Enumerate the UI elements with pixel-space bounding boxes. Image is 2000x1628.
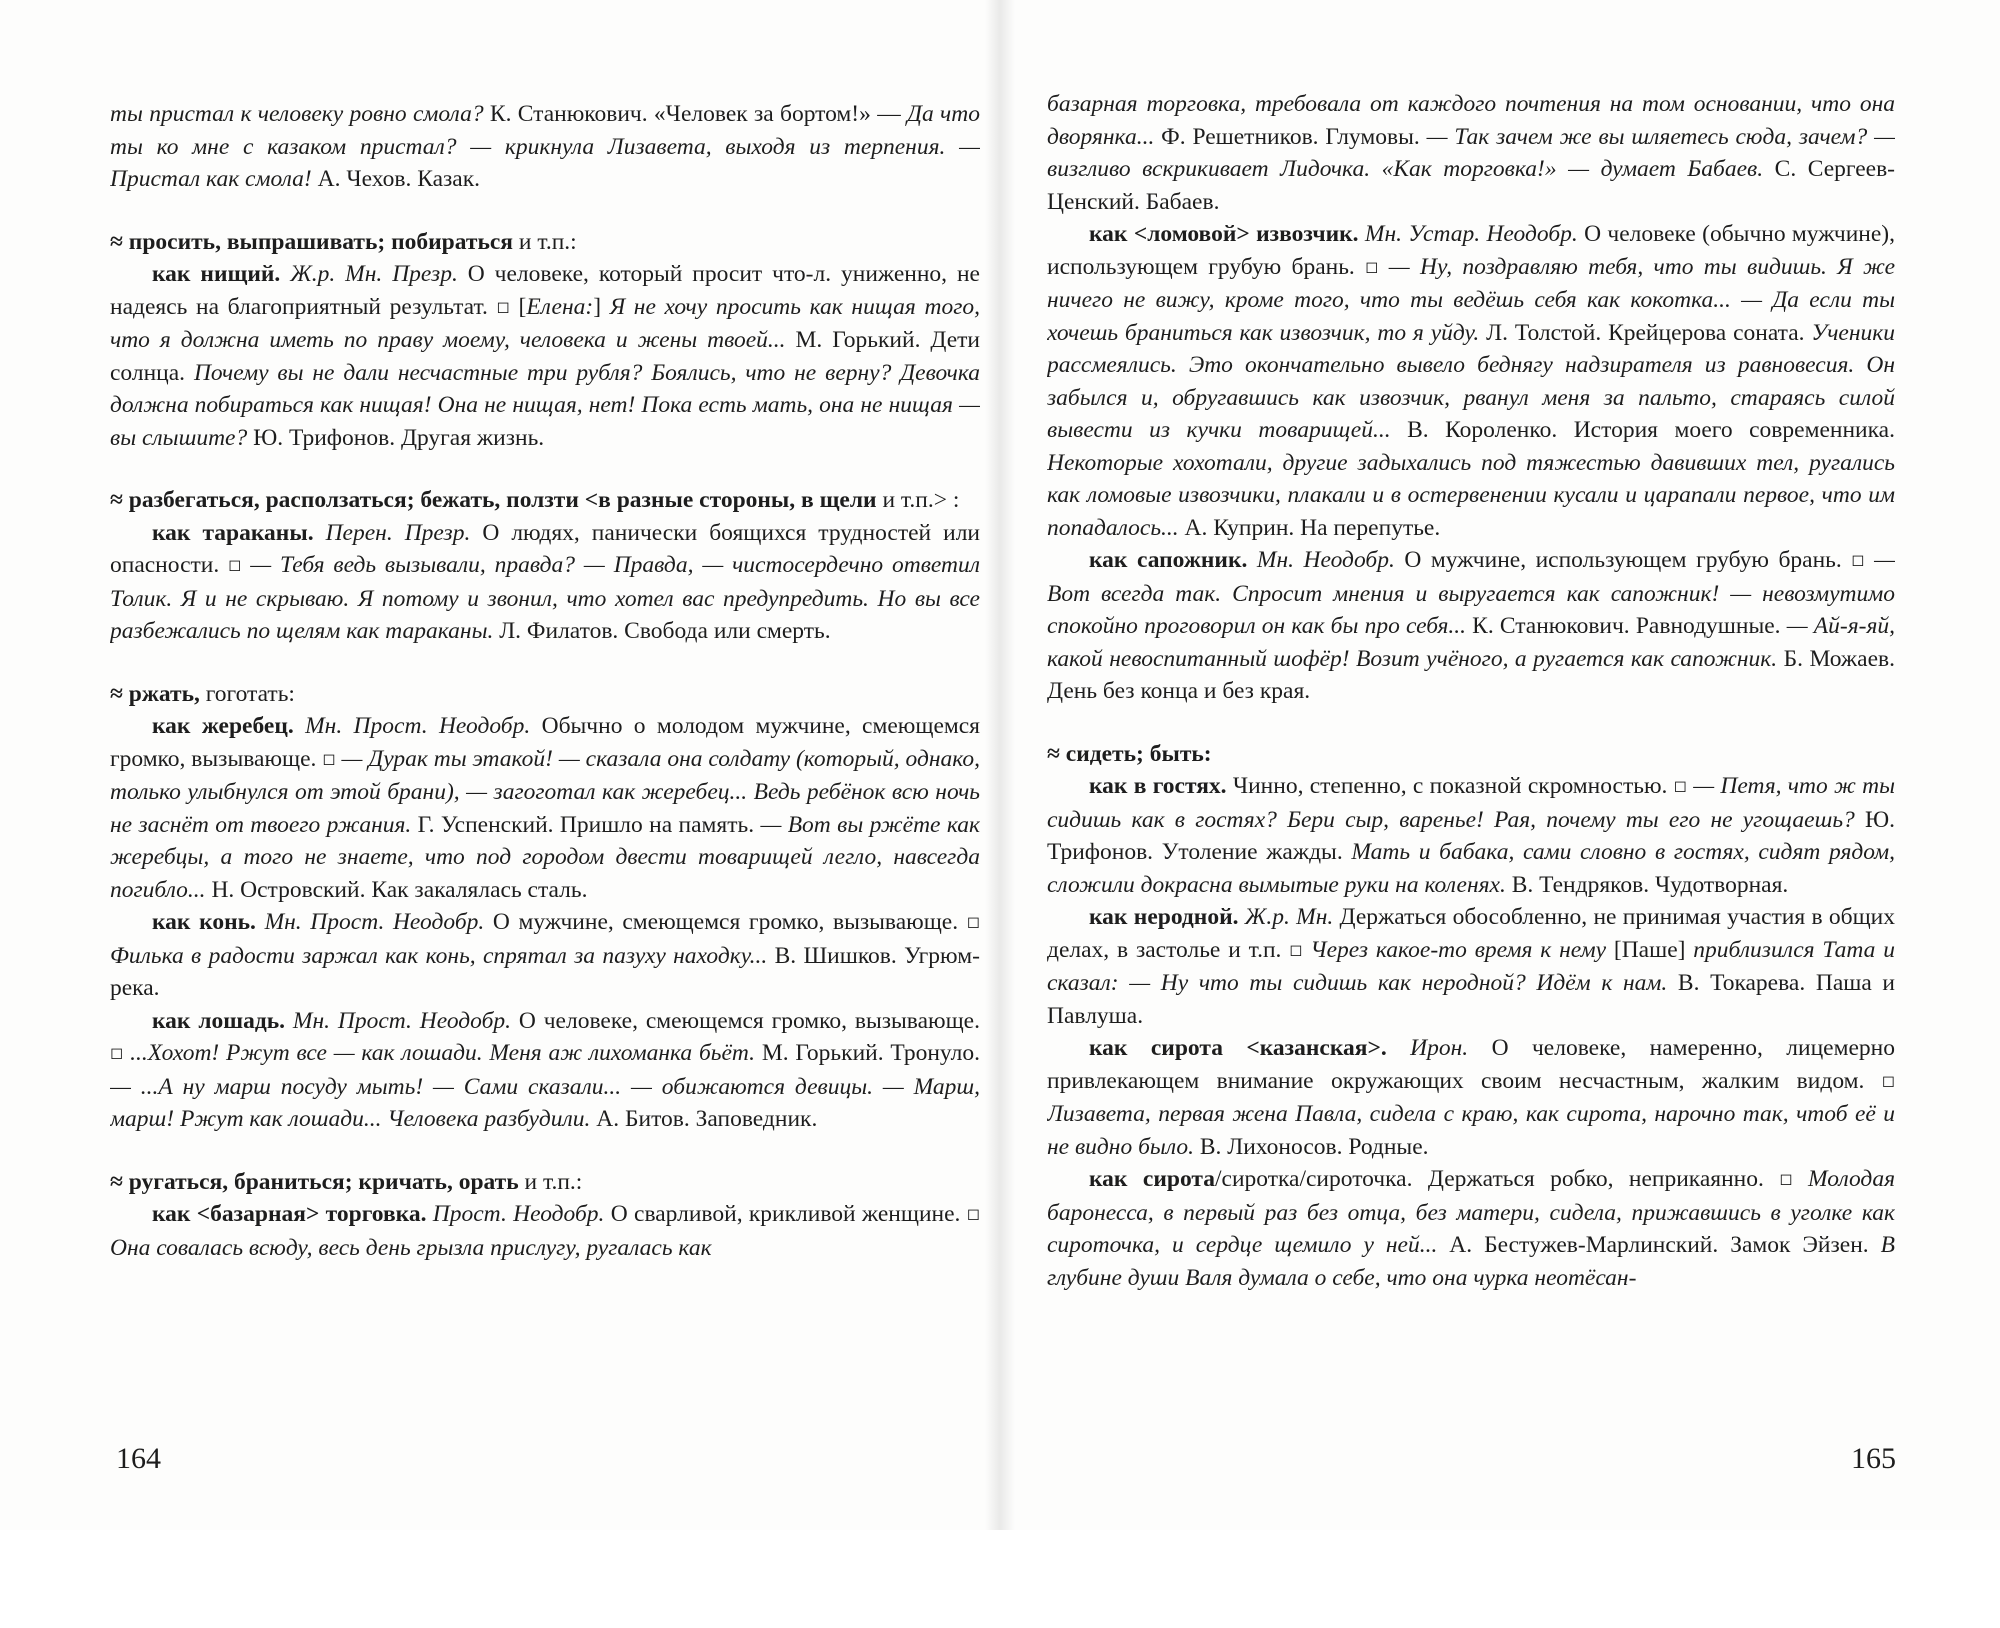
dictionary-entry: как сапожник. Мн. Неодобр. О мужчине, использующем грубую брань. ◻ — Вот всегда так. Спросит мнения и выругается как сапожник! — невозмутимо спокойно проговорил он как бы про себя... К. Станюкович. Равнодушные. — Ай-я-яй, какой невоспитанный шофёр! Возит учёного, а ругается как сапожник. Б. Можаев. День без конца и без края. [1047,547,1895,704]
dictionary-entry: как <базарная> торговка. Прост. Неодобр. О сварливой, крикливой женщине. ◻ Она совалась всюду, весь день грызла прислугу, ругалась как [110,1201,980,1261]
section-heading: ≈ просить, выпрашивать; побираться и т.п.: [110,228,577,255]
dictionary-entry: как неродной. Ж.р. Мн. Держаться обособленно, не принимая участия в общих делах, в застолье и т.п. ◻ Через какое-то время к нему [Паше] приблизился Тата и сказал: — Ну что ты сидишь как неродной? Идём к нам. В. Токарева. Паша и Павлуша. [1047,904,1895,1029]
dictionary-entry: как в гостях. Чинно, степенно, с показной скромностью. ◻ — Петя, что ж ты сидишь как в гостях? Бери сыр, варенье! Рая, почему ты его не угощаешь? Ю. Трифонов. Утоление жажды. Мать и бабака, сами словно в гостях, сидят рядом, сложили докрасна вымытые руки на коленях. В. Тендряков. Чудотворная. [1047,773,1895,898]
example-marker-icon: ◻ [966,914,980,931]
dictionary-entry: как сирота <казанская>. Ирон. О человеке, намеренно, лицемерно привлекающем внимание окружающих своим несчастным, жалким видом. ◻ Лизавета, первая жена Павла, сидела с краю, как сирота, нарочно так, чтоб её и не видно было. В. Лихоносов. Родные. [1047,1035,1895,1160]
dictionary-entry: как тараканы. Перен. Презр. О людях, панически боящихся трудностей или опасности. ◻ — Тебя ведь вызывали, правда? — Правда, — чистосердечно ответил Толик. Я и не скрываю. Я потому и звонил, что хотел вас предупредить. Но вы все разбежались по щелям как тараканы. Л. Филатов. Свобода или смерть. [110,519,980,644]
example-marker-icon: ◻ [322,750,336,768]
section-heading: ≈ ржать, гоготать: [110,680,295,707]
example-marker-icon: ◻ [1673,778,1687,795]
dictionary-entry: как нищий. Ж.р. Мн. Презр. О человеке, который просит что-л. униженно, не надеясь на благоприятный результат. ◻ [Елена:] Я не хочу просить как нищая того, что я должна иметь по праву моему, человека и жены твоей... М. Горький. Дети солнца. Почему вы не дали несчастные три рубля? Боялись, что не верну? Девочка должна побираться как нищая! Она не нищая, нет! Пока есть мать, она не нищая — вы слышите? Ю. Трифонов. Другая жизнь. [110,261,980,451]
section-heading: ≈ разбегаться, расползаться; бежать, ползти <в разные стороны, в щели и т.п.> : [110,487,960,513]
paragraph-continuation: базарная торговка, требовала от каждого почтения на том основании, что она дворянка... Ф. Решетников. Глумовы. — Так зачем же вы шляетесь сюда, зачем? — визгливо вскрикивает Лидочка. «Как торговка!» — думает Бабаев. С. Сергеев-Ценский. Бабаев. [1047,91,1895,215]
right-page [1047,88,1895,1618]
example-marker-icon: ◻ [1365,258,1379,276]
dictionary-entry: как сирота/сиротка/сироточка. Держаться робко, неприкаянно. ◻ Молодая баронесса, в первый раз без отца, без матери, сидела, прижавшись в уголке как сироточка, и сердце щемило у ней... А. Бестужев-Марлинский. Замок Эйзен. В глубине души Валя думала о себе, что она чурка неотёсан- [1047,1166,1895,1291]
example-marker-icon: ◻ [110,1045,124,1062]
section-heading: ≈ ругаться, браниться; кричать, орать и т.п.: [110,1168,583,1195]
section-heading: ≈ сидеть; быть: [1047,740,1212,767]
example-marker-icon: ◻ [496,298,510,316]
example-marker-icon: ◻ [1851,552,1865,569]
example-marker-icon: ◻ [228,557,242,574]
book-gutter [985,0,1015,1530]
example-marker-icon: ◻ [1881,1072,1895,1090]
dictionary-entry: как <ломовой> извозчик. Мн. Устар. Неодобр. О человеке (обычно мужчине), использующем грубую брань. ◻ — Ну, поздравляю тебя, что ты видишь. Я же ничего не вижу, кроме того, что ты ведёшь себя как кокотка... — Да если ты хочешь браниться как извозчик, то я уйду. Л. Толстой. Крейцерова соната. Ученики рассмеялись. Это окончательно вывело беднягу надзирателя из равновесия. Он забылся и, обругавшись как извозчик, рванул меня за пальто, стараясь силой вывести из кучки товарищей... В. Короленко. История моего современника. Некоторые хохотали, другие задыхались под тяжестью давивших тел, ругались как ломовые извозчики, плакали и в остервенении кусали и царапали первое, что им попадалось... А. Куприн. На перепутье. [1047,221,1895,541]
example-marker-icon: ◻ [1289,941,1303,959]
dictionary-entry: как жеребец. Мн. Прост. Неодобр. Обычно о молодом мужчине, смеющемся громко, вызывающе. ◻ — Дурак ты этакой! — сказала она солдату (который, однако, только улыбнулся от этой брани), — загоготал как жеребец... Ведь ребёнок всю ночь не заснёт от твоего ржания. Г. Успенский. Пришло на память. — Вот вы ржёте как жеребцы, а того не знаете, что под городом двести товарищей легло, навсегда погибло... Н. Островский. Как закалялась сталь. [110,713,980,903]
left-page [110,98,980,1628]
example-marker-icon: ◻ [966,1206,980,1223]
dictionary-entry: как лошадь. Мн. Прост. Неодобр. О человеке, смеющемся громко, вызывающе. ◻ ...Хохот! Ржут все — как лошади. Меня аж лихоманка бьёт. М. Горький. Тронуло. — ...А ну марш посуду мыть! — Сами сказали... — обижаются девицы. — Марш, марш! Ржут как лошади... Человека разбудили. А. Битов. Заповедник. [110,1007,980,1132]
page-number-right: 165 [1851,1442,1896,1475]
dictionary-entry: как конь. Мн. Прост. Неодобр. О мужчине, смеющемся громко, вызывающе. ◻ Филька в радости заржал как конь, спрятал за пазуху находку... В. Шишков. Угрюм-река. [110,909,980,1001]
page-number-left: 164 [116,1442,161,1475]
paragraph-continuation: ты пристал к человеку ровно смола? К. Станюкович. «Человек за бортом!» — Да что ты ко мне с казаком пристал? — крикнула Лизавета, выходя из терпения. — Пристал как смола! А. Чехов. Казак. [110,101,980,192]
example-marker-icon: ◻ [1779,1171,1793,1188]
